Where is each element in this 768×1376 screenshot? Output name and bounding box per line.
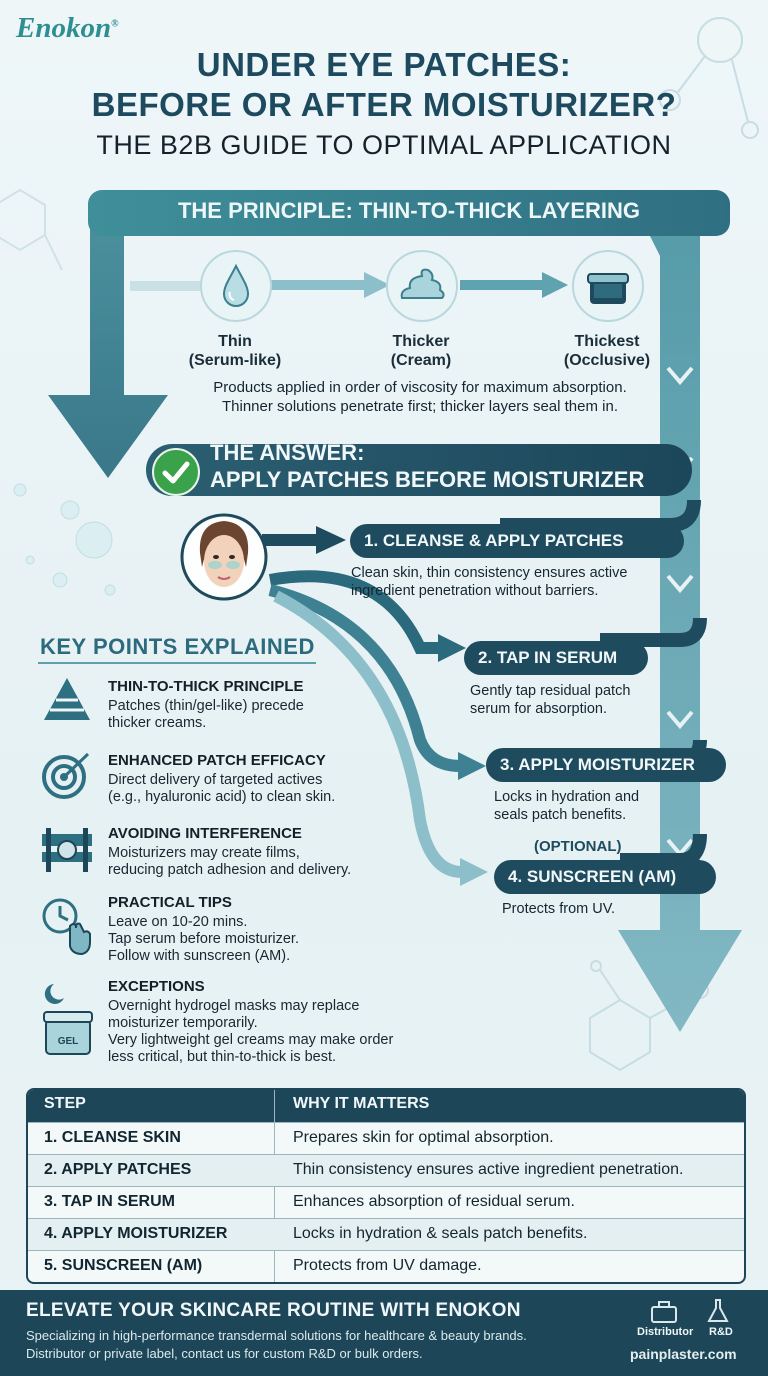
kp-4-line2: Tap serum before moisturizer. [108,931,299,947]
kp-3-heading: AVOIDING INTERFERENCE [108,825,302,842]
gel-jar-label: GEL [57,1036,79,1047]
step-4-optional-label: (OPTIONAL) [534,838,622,855]
step-1-pill: 1. CLEANSE & APPLY PATCHES [350,524,684,558]
kp-4-line1: Leave on 10-20 mins. [108,914,248,930]
brand-registered-mark: ® [111,18,119,30]
step-2-description [470,682,690,718]
stage-thicker-label [351,332,491,370]
stage-thickest-label [537,332,677,370]
stage-thickest-label-line1: Thickest [574,333,640,350]
table-row [28,1250,744,1283]
kp-4-heading: PRACTICAL TIPS [108,894,232,911]
stage-thin-label-line1: Thin [218,333,252,350]
step-3-desc-line1: Locks in hydration and [494,789,640,805]
table-cell-step: 3. TAP IN SERUM [44,1193,175,1210]
barrier-icon [38,824,96,874]
stage-thickest-label-line2: (Occlusive) [563,352,651,369]
clock-hand-icon [38,896,96,956]
step-4-pill: 4. SUNSCREEN (AM) [494,860,716,894]
table-cell-step: 4. APPLY MOISTURIZER [44,1225,228,1242]
check-icon [152,448,200,496]
footer-title: ELEVATE YOUR SKINCARE ROUTINE WITH ENOKON [26,1300,521,1321]
key-points-title: KEY POINTS EXPLAINED [40,634,315,659]
briefcase-icon [650,1300,678,1324]
kp-2-body [108,772,335,806]
kp-1-body [108,698,304,732]
step-4-description: Protects from UV. [502,901,616,917]
kp-1-line2: thicker creams. [108,715,207,731]
kp-4-line3: Follow with sunscreen (AM). [108,948,291,964]
table-cell-why: Prepares skin for optimal absorption. [293,1129,554,1146]
cream-dollop-icon [388,252,456,320]
principle-title: THE PRINCIPLE: THIN-TO-THICK LAYERING [177,198,640,223]
principle-desc-line1: Products applied in order of viscosity for maximum absorption. [213,379,627,396]
table-cell-step: 2. APPLY PATCHES [44,1161,192,1178]
kp-3-line1: Moisturizers may create films, [108,845,300,861]
table-cell-step: 1. CLEANSE SKIN [44,1129,181,1146]
kp-2-heading: ENHANCED PATCH EFFICACY [108,752,326,769]
website-link[interactable]: painplaster.com [630,1346,737,1362]
steps-table [26,1088,746,1284]
rnd-label: R&D [709,1326,733,1338]
answer-title-line1: THE ANSWER: [210,440,365,465]
stage-thicker-label-line2: (Cream) [390,352,452,369]
principle-description [150,378,690,416]
step-2-desc-line1: Gently tap residual patch [470,683,631,699]
kp-2-line1: Direct delivery of targeted actives [108,772,323,788]
step-1-desc-line2: ingredient penetration without barriers. [351,583,599,599]
kp-5-line3: Very lightweight gel creams may make order [108,1032,394,1048]
brand-name: Enokon [16,12,112,44]
table-row [28,1154,744,1187]
page-subtitle: THE B2B GUIDE TO OPTIMAL APPLICATION [96,130,672,160]
page-title-line1: UNDER EYE PATCHES: [196,46,572,83]
step-3-desc-line2: seals patch benefits. [494,807,627,823]
target-icon [38,750,96,800]
kp-3-line2: reducing patch adhesion and delivery. [108,862,352,878]
flask-icon [706,1298,730,1324]
footer-text-line2: Distributor or private label, contact us for custom R&D or bulk orders. [26,1346,423,1361]
kp-2-line2: (e.g., hyaluronic acid) to clean skin. [108,789,336,805]
table-row [28,1218,744,1251]
stage-thin-label [165,332,305,370]
kp-5-line2: moisturizer temporarily. [108,1015,258,1031]
stage-thicker-label-line1: Thicker [392,333,450,350]
table-header-step: STEP [44,1095,86,1112]
moon-gel-jar-icon [38,980,96,1060]
step-1-description [351,564,691,600]
step-3-pill: 3. APPLY MOISTURIZER [486,748,726,782]
kp-1-heading: THIN-TO-THICK PRINCIPLE [108,678,304,695]
face-with-eye-patches-avatar [180,505,268,609]
step-1-desc-line1: Clean skin, thin consistency ensures active [351,565,628,581]
kp-1-line1: Patches (thin/gel-like) precede [108,698,304,714]
pyramid-icon [38,674,96,724]
jar-icon [574,252,642,320]
table-cell-step: 5. SUNSCREEN (AM) [44,1257,203,1274]
stage-thickest-circle [572,250,644,322]
kp-5-line1: Overnight hydrogel masks may replace [108,998,360,1014]
table-header-why: WHY IT MATTERS [293,1095,430,1112]
table-cell-why: Locks in hydration & seals patch benefits. [293,1225,588,1242]
step-2-pill: 2. TAP IN SERUM [464,641,648,675]
key-points-divider [38,662,316,664]
table-cell-why: Thin consistency ensures active ingredient penetration. [293,1161,684,1178]
kp-5-heading: EXCEPTIONS [108,978,205,995]
step-2-desc-line2: serum for absorption. [470,701,608,717]
footer-text-line1: Specializing in high-performance transdermal solutions for healthcare & beauty brands. [26,1328,527,1343]
principle-desc-line2: Thinner solutions penetrate first; thicker layers seal them in. [221,398,618,415]
kp-5-line4: less critical, but thin-to-thick is best. [108,1049,337,1065]
kp-3-body [108,845,351,879]
table-cell-why: Enhances absorption of residual serum. [293,1193,575,1210]
table-cell-why: Protects from UV damage. [293,1257,482,1274]
kp-5-body [108,998,393,1066]
step-3-description [494,788,714,824]
distributor-label: Distributor [637,1326,694,1338]
page-title-line2: BEFORE OR AFTER MOISTURIZER? [91,86,677,123]
stage-thin-circle [200,250,272,322]
kp-4-body [108,914,299,965]
stage-thicker-circle [386,250,458,322]
table-row [28,1122,744,1155]
table-row [28,1186,744,1219]
answer-title-line2: APPLY PATCHES BEFORE MOISTURIZER [210,467,645,492]
stage-thin-label-line2: (Serum-like) [188,352,282,369]
droplet-icon [202,252,270,320]
